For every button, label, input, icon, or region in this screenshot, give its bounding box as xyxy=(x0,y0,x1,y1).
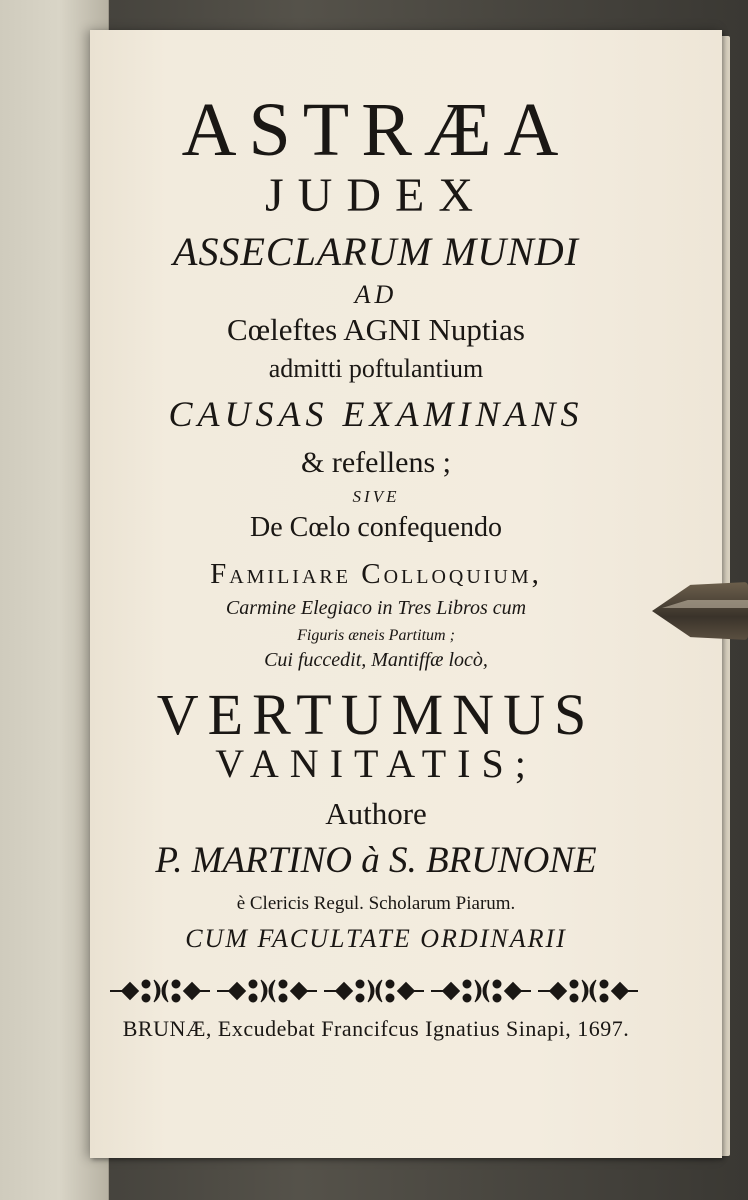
title-line-carmine: Carmine Elegiaco in Tres Libros cum xyxy=(225,597,527,619)
imprint-line: BRUNÆ, Excudebat Francifcus Ignatius Sinapi, 1697. xyxy=(122,1016,630,1041)
main-title: ASTRÆA xyxy=(181,88,571,172)
title-line-asseclarum: ASSECLARUM MUNDI xyxy=(173,229,579,274)
title-line-vanitatis: VANITATIS; xyxy=(215,741,537,786)
author-label: Authore xyxy=(325,796,427,831)
title-line-sive: SIVE xyxy=(352,487,400,506)
title-line-refellens: & refellens ; xyxy=(301,446,451,479)
title-line-judex: JUDEX xyxy=(265,169,487,222)
title-line-de-coelo: De Cœlo confequendo xyxy=(250,512,502,543)
fleuron-ornament-icon xyxy=(110,974,640,1008)
title-line-familiare: Familiare Colloquium, xyxy=(210,558,542,590)
title-line-figuris: Figuris æneis Partitum ; xyxy=(297,627,455,644)
author-order: è Clericis Regul. Scholarum Piarum. xyxy=(236,893,516,914)
title-line-cui-succedit: Cui fuccedit, Mantiffæ locò, xyxy=(264,649,488,671)
title-line-causas: CAUSAS EXAMINANS xyxy=(168,394,584,434)
title-line-ad: AD xyxy=(354,280,398,309)
title-line-coelestes: Cœleftes AGNI Nuptias xyxy=(227,312,525,347)
title-line-vertumnus: VERTUMNUS xyxy=(156,682,596,747)
approval-line: CUM FACULTATE ORDINARII xyxy=(185,924,567,953)
author-name: P. MARTINO à S. BRUNONE xyxy=(155,840,597,881)
title-line-admitti: admitti poftulantium xyxy=(268,354,484,383)
